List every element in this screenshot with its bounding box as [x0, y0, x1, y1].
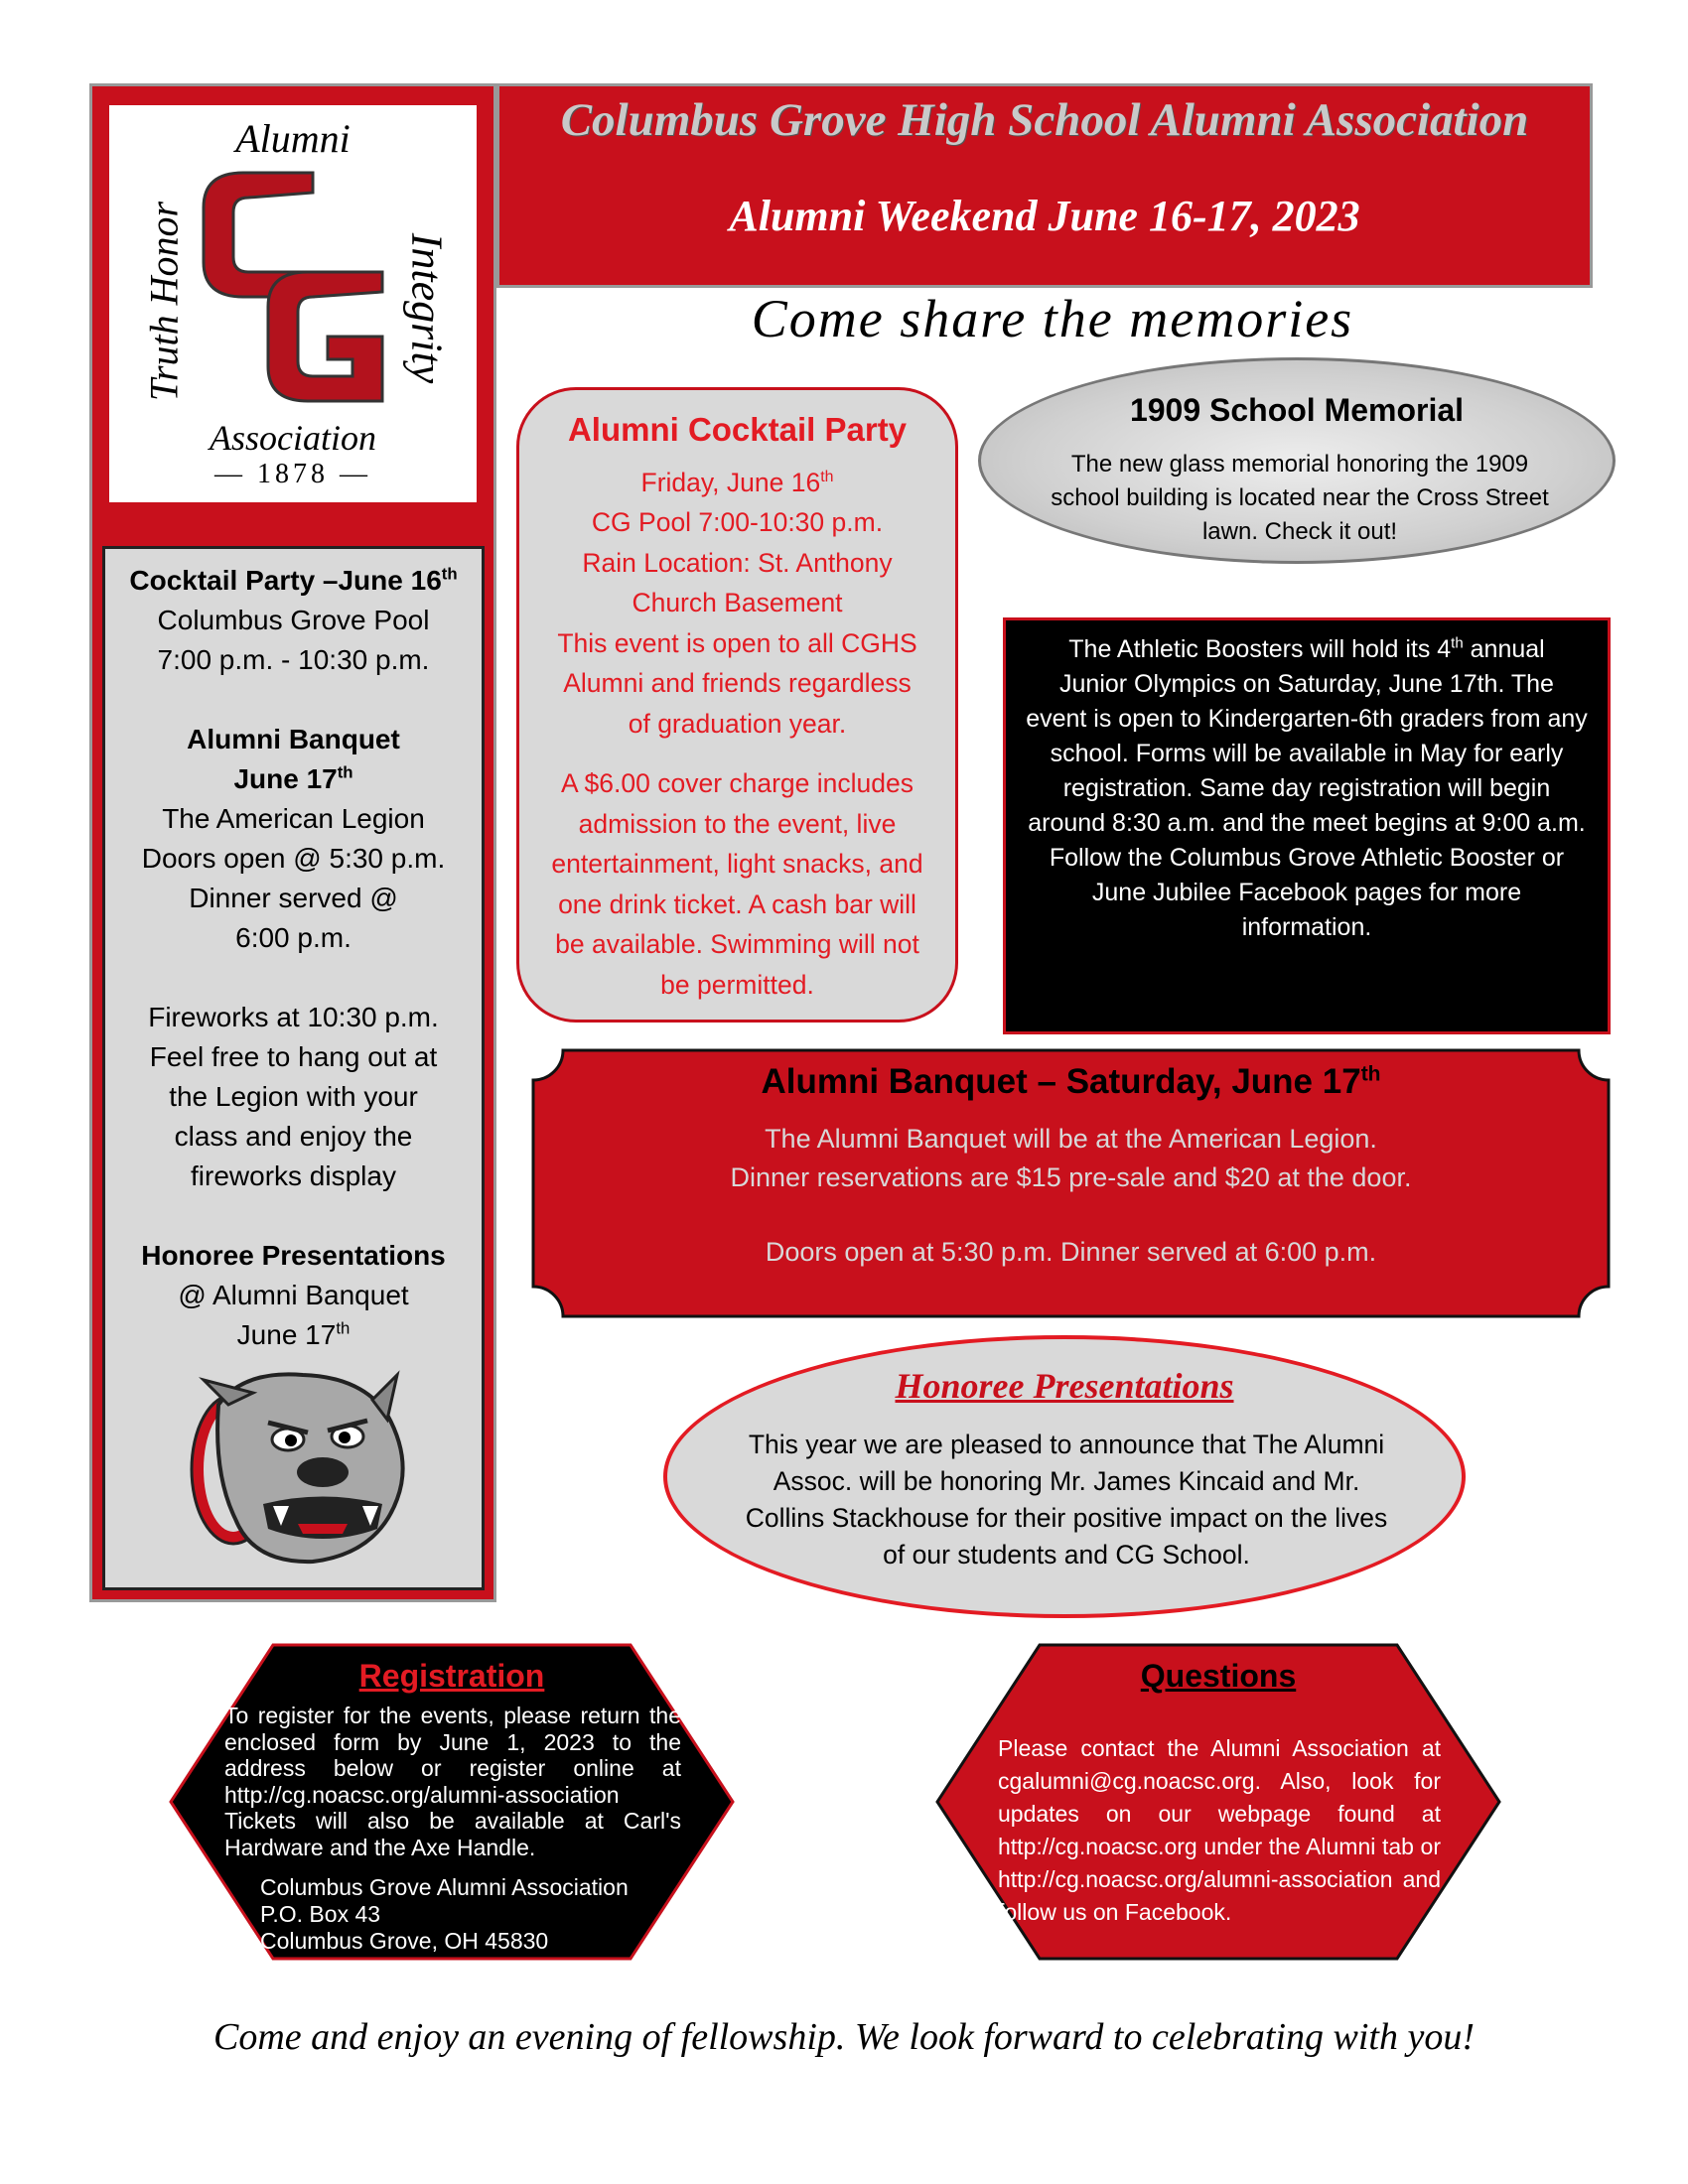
schedule-cocktail-title: Cocktail Party –June 16th	[129, 564, 458, 596]
header-title: Columbus Grove High School Alumni Association	[560, 94, 1529, 146]
boosters-follow: Follow the Columbus Grove Athletic Booster or June Jubilee Facebook pages for more information.	[1049, 844, 1565, 941]
cocktail-date: Friday, June 16th	[640, 467, 834, 497]
registration-address	[260, 1874, 677, 1955]
cocktail-charge-line: entertainment, light snacks, and	[551, 849, 923, 879]
footer-message: Come and enjoy an evening of fellowship. We look forward to celebrating with you!	[212, 2016, 1475, 2058]
header-subtitle: Alumni Weekend June 16-17, 2023	[729, 192, 1360, 240]
questions-body: Please contact the Alumni Association at cgalumni@cg.noacsc.org. Also, look for updates on our webpage found at http://cg.noacsc.org under the Alumni tab or http://cg.noacsc.org/alumni-association and follow us on Facebook.	[998, 1735, 1441, 1925]
tagline: Come share the memories	[751, 289, 1354, 348]
banquet-line: Dinner reservations are $15 pre-sale and $20 at the door.	[730, 1162, 1412, 1192]
schedule-honoree-date: June 17th	[236, 1318, 351, 1350]
cocktail-charge-line: one drink ticket. A cash bar will	[558, 888, 916, 919]
school-memorial-oval	[978, 357, 1616, 564]
schedule-banquet-line: Dinner served @	[189, 883, 398, 913]
questions-title: Questions	[1140, 1658, 1297, 1694]
cg-monogram-icon	[184, 163, 407, 411]
logo-text-left: Truth Honor	[141, 201, 187, 402]
registration-title: Registration	[358, 1658, 545, 1694]
honoree-presentations-oval	[663, 1335, 1466, 1618]
cocktail-line: of graduation year.	[628, 708, 847, 739]
cocktail-charge-line: be permitted.	[660, 969, 814, 1000]
memorial-body: The new glass memorial honoring the 1909 school building is located near the Cross Street lawn. Check it out!	[1051, 451, 1549, 545]
cocktail-party-box	[516, 387, 958, 1023]
schedule-banquet-title: Alumni Banquet	[187, 724, 400, 754]
schedule-fireworks-line: Fireworks at 10:30 p.m.	[148, 1002, 439, 1032]
boosters-body: Junior Olympics on Saturday, June 17th. The event is open to Kindergarten-6th graders from any school. Forms will be available in May for early registration. Same day registration will begin around 8:30 a.m. and the meet begins at 9:00 a.m.	[1026, 670, 1588, 837]
cocktail-line: This event is open to all CGHS	[557, 627, 917, 658]
cocktail-line: CG Pool 7:00-10:30 p.m.	[591, 507, 884, 537]
alumni-banquet-plaque	[531, 1048, 1611, 1318]
memorial-title: 1909 School Memorial	[1129, 392, 1465, 428]
schedule-cocktail-line: Columbus Grove Pool	[157, 605, 430, 635]
registration-body: To register for the events, please return the enclosed form by June 1, 2023 to the address below or register online at http://cg.noacsc.org/alumni-association Tickets will also be available at Carl's Hardware and the Axe Handle.	[224, 1703, 681, 1860]
schedule-banquet-line: Doors open @ 5:30 p.m.	[141, 843, 446, 874]
boosters-intro: The Athletic Boosters will hold its 4th annual	[1068, 634, 1545, 663]
banquet-line: The Alumni Banquet will be at the American Legion.	[765, 1124, 1377, 1154]
schedule-honoree-line: @ Alumni Banquet	[178, 1280, 409, 1310]
cocktail-line: Rain Location: St. Anthony	[582, 547, 893, 578]
banquet-title: Alumni Banquet – Saturday, June 17th	[761, 1062, 1381, 1101]
cocktail-line: Alumni and friends regardless	[563, 668, 912, 698]
banquet-line: Doors open at 5:30 p.m. Dinner served at 6:00 p.m.	[765, 1237, 1377, 1267]
logo-year: — 1878 —	[214, 459, 371, 489]
schedule-fireworks-line: Feel free to hang out at	[149, 1041, 438, 1072]
logo-text-right: Integrity	[402, 232, 452, 384]
cocktail-line: Church Basement	[632, 588, 843, 617]
cocktail-charge-line: be available. Swimming will not	[555, 929, 919, 959]
honoree-title: Honoree Presentations	[895, 1366, 1234, 1406]
schedule-cocktail-line: 7:00 p.m. - 10:30 p.m.	[157, 644, 430, 675]
schedule-honoree-title: Honoree Presentations	[141, 1240, 446, 1271]
honoree-body: This year we are pleased to announce that The Alumni Assoc. will be honoring Mr. James Kincaid and Mr. Collins Stackhouse for their positive impact on the lives of our students and CG School.	[745, 1430, 1388, 1570]
schedule-banquet-line: 6:00 p.m.	[235, 922, 352, 953]
athletic-boosters-box	[1003, 617, 1611, 1034]
logo-text-bottom: Association	[210, 418, 376, 458]
schedule-banquet-line: The American Legion	[162, 803, 425, 834]
bulldog-mascot-icon	[174, 1365, 422, 1573]
cocktail-charge-line: A $6.00 cover charge includes	[560, 768, 914, 798]
schedule-fireworks-line: class and enjoy the	[174, 1121, 413, 1152]
schedule-fireworks-line: fireworks display	[191, 1160, 396, 1191]
logo-text-top: Alumni	[235, 116, 351, 161]
cocktail-title: Alumni Cocktail Party	[567, 411, 908, 448]
schedule-banquet-date: June 17th	[233, 762, 353, 794]
schedule-fireworks-line: the Legion with your	[169, 1081, 418, 1112]
address-line: P.O. Box 43	[260, 1901, 381, 1927]
address-line: Columbus Grove, OH 45830	[260, 1928, 549, 1954]
address-line: Columbus Grove Alumni Association	[260, 1874, 629, 1900]
cocktail-charge-line: admission to the event, live	[578, 808, 897, 839]
